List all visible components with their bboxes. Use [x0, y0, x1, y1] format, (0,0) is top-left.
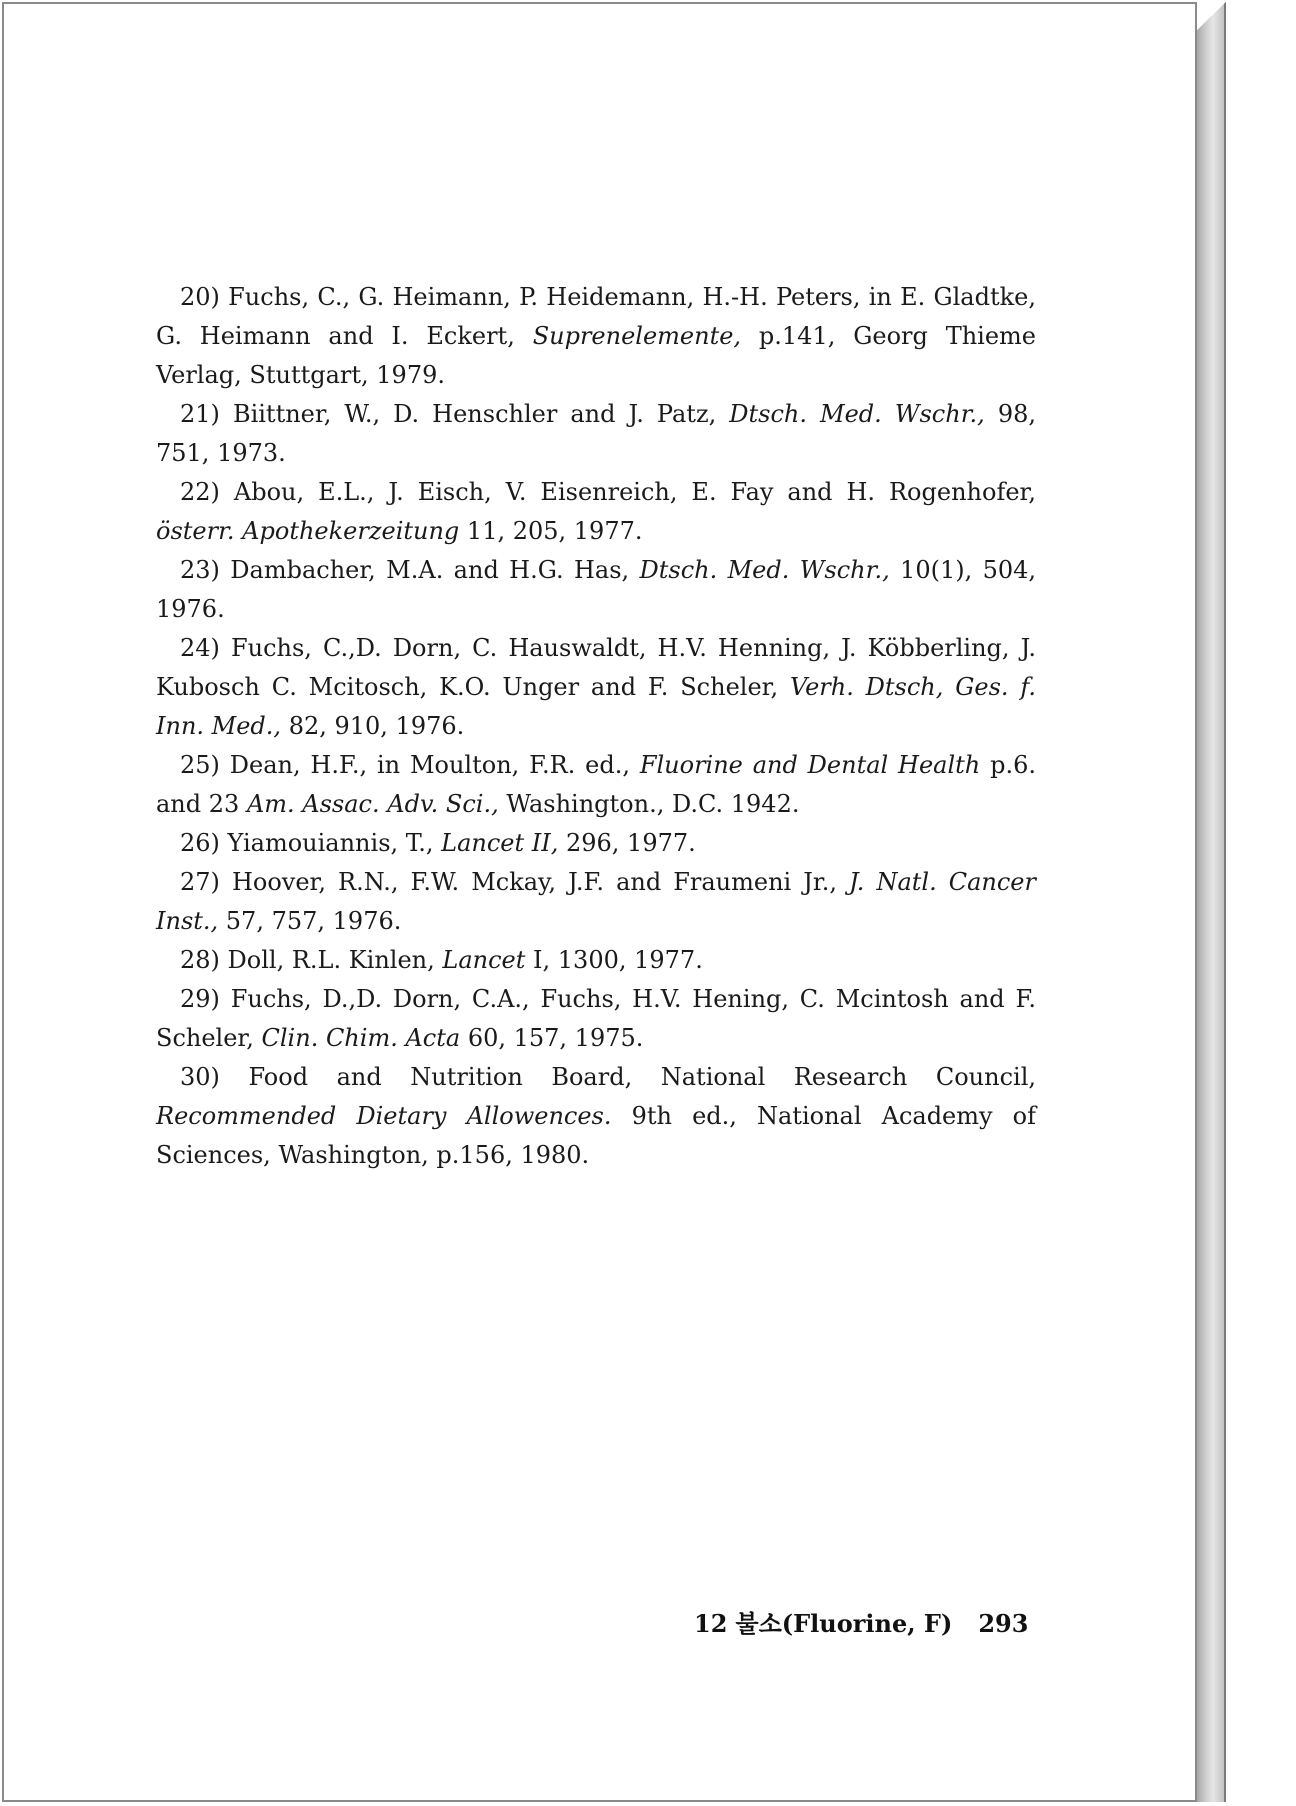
- page-stack-edge: [1197, 2, 1226, 1802]
- reference-item: 23) Dambacher, M.A. and H.G. Has, Dtsch. Med. Wschr., 10(1), 504, 1976.: [156, 556, 1036, 623]
- reference-item: 29) Fuchs, D.,D. Dorn, C.A., Fuchs, H.V. Hening, C. Mcintosh and F. Scheler, Clin. Chim. Acta 60, 157, 1975.: [156, 985, 1036, 1052]
- reference-item: 26) Yiamouiannis, T., Lancet II, 296, 1977.: [180, 829, 696, 857]
- reference-item: 21) Biittner, W., D. Henschler and J. Patz, Dtsch. Med. Wschr., 98, 751, 1973.: [156, 400, 1037, 467]
- reference-item: 22) Abou, E.L., J. Eisch, V. Eisenreich, E. Fay and H. Rogenhofer, österr. Apothekerzeitung 11, 205, 1977.: [156, 478, 1036, 545]
- chapter-title: 불소(Fluorine, F): [735, 1609, 953, 1638]
- reference-item: 28) Doll, R.L. Kinlen, Lancet I, 1300, 1977.: [180, 946, 703, 974]
- reference-item: 25) Dean, H.F., in Moulton, F.R. ed., Fluorine and Dental Health p.6. and 23 Am. Assac. Adv. Sci., Washington., D.C. 1942.: [156, 751, 1036, 818]
- page-number: 293: [978, 1609, 1029, 1638]
- book-page: [2, 2, 1197, 1802]
- reference-item: 20) Fuchs, C., G. Heimann, P. Heidemann, H.-H. Peters, in E. Gladtke, G. Heimann and I. Eckert, Suprenelemente, p.141, Georg Thieme Verlag, Stuttgart, 1979.: [156, 283, 1037, 389]
- chapter-number: 12: [694, 1609, 728, 1638]
- reference-item: 24) Fuchs, C.,D. Dorn, C. Hauswaldt, H.V. Henning, J. Köbberling, J. Kubosch C. Mcitosch, K.O. Unger and F. Scheler, Verh. Dtsch, Ges. f. Inn. Med., 82, 910, 1976.: [156, 634, 1037, 740]
- reference-item: 27) Hoover, R.N., F.W. Mckay, J.F. and Fraumeni Jr., J. Natl. Cancer Inst., 57, 757, 1976.: [156, 868, 1036, 935]
- running-footer: [694, 1604, 1028, 1639]
- reference-item: 30) Food and Nutrition Board, National Research Council, Recommended Dietary Allowences. 9th ed., National Academy of Sciences, Washington, p.156, 1980.: [156, 1063, 1036, 1169]
- page-corner-fold: [1197, 2, 1226, 30]
- reference-list: [156, 278, 1036, 1175]
